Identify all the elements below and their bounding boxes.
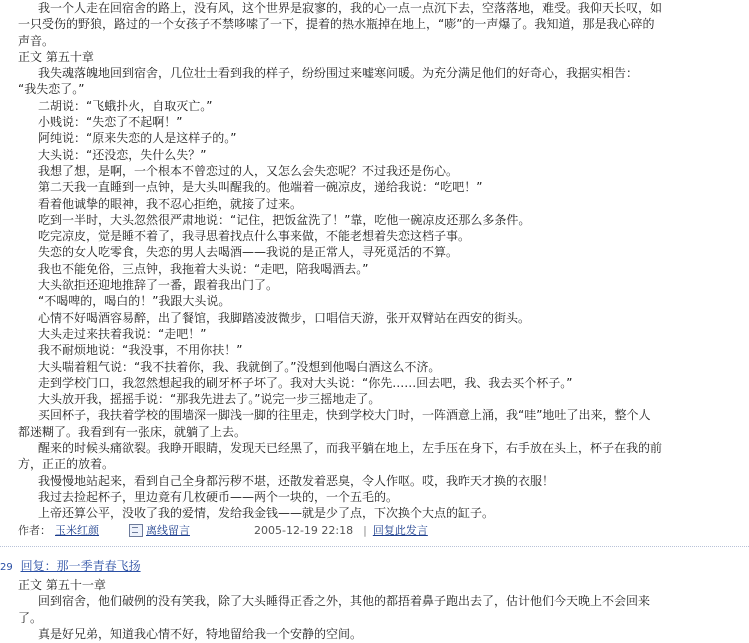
text-line: 第二天我一直睡到一点钟，是大头叫醒我的。他端着一碗凉皮，递给我说：“吃吧！” <box>38 180 483 195</box>
author-bar <box>18 520 738 540</box>
text-line: 了。 <box>18 610 43 625</box>
text-line: 看着他诚挚的眼神，我不忍心拒绝，就接了过来。 <box>38 196 303 211</box>
text-line: 二胡说：“飞蛾扑火，自取灭亡。” <box>38 98 213 113</box>
reply-header <box>0 557 141 574</box>
post-body <box>18 0 744 522</box>
text-line: 心情不好喝酒容易醉，出了餐馆，我脚踏凌波微步，口唱信天游，张开双臂站在西安的街头。 <box>38 310 531 325</box>
text-line: 我一个人走在回宿舍的路上，没有风，这个世界是寂寥的，我的心一点一点沉下去，空落落地，难受。我仰天长叹，如 <box>38 1 663 15</box>
text-line: 买回杯子，我扶着学校的围墙深一脚浅一脚的往里走，快到学校大门时，一阵酒意上涌，我“哇”地吐了出来，整个人 <box>38 408 651 423</box>
reply-body <box>18 577 744 642</box>
text-line: 小贱说：“失恋了不起啊！” <box>38 115 183 130</box>
text-line: 大头喘着粗气说：“我不扶着你，我、我就倒了。”没想到他喝白酒这么不济。 <box>38 359 441 374</box>
reply-number: 29 <box>0 562 13 573</box>
text-line: “不喝啤的，喝白的！”我跟大头说。 <box>38 294 231 309</box>
text-line: 大头欲拒还迎地推辞了一番，跟着我出门了。 <box>38 278 279 293</box>
text-line: 阿纯说：“原来失恋的人是这样子的。” <box>38 131 237 146</box>
text-line: 走到学校门口，我忽然想起我的刷牙杯子坏了。我对大头说：“你先……回去吧，我、我去买个杯子。” <box>38 375 573 390</box>
reply-title-link[interactable]: 回复：那一季青春飞扬 <box>20 559 141 573</box>
post-divider <box>0 546 749 547</box>
text-line: 都迷糊了。我看到有一张床，就躺了上去。 <box>18 424 247 439</box>
text-line: 吃到一半时，大头忽然很严肃地说：“记住，把饭盆洗了！”靠，吃他一碗凉皮还那么多条件。 <box>38 212 531 227</box>
text-line: 吃完凉皮，觉是睡不着了，我寻思着找点什么事来做，不能老想着失恋这档子事。 <box>38 229 471 244</box>
reply-link[interactable]: 回复此发言 <box>372 524 428 537</box>
text-line: 一只受伤的野狼，路过的一个女孩子不禁哆嗦了一下，提着的热水瓶掉在地上，“嘭”的一声爆了。我知道，那是我心碎的 <box>18 17 655 32</box>
text-line: 方，正正的放着。 <box>18 457 115 472</box>
text-line: 我不耐烦地说：“我没事，不用你扶！” <box>38 343 243 358</box>
offline-message-button[interactable] <box>129 522 190 538</box>
text-line: 我想了想，是啊，一个根本不曾恋过的人，又怎么会失恋呢？不过我还是伤心。 <box>38 163 459 178</box>
text-line: 上帝还算公平，没收了我的爱情，发给我金钱——就是少了点，下次换个大点的缸子。 <box>38 506 495 521</box>
text-line: 声音。 <box>18 33 55 48</box>
text-line: 正文 第五十一章 <box>18 578 106 592</box>
text-line: “我失恋了。” <box>18 82 85 97</box>
author-label: 作者： <box>18 524 51 537</box>
text-line: 大头走过来扶着我说：“走吧！” <box>38 326 207 341</box>
post-timestamp: 2005-12-19 22:18 <box>254 523 354 537</box>
text-line: 我失魂落魄地回到宿舍，几位壮士看到我的样子，纷纷围过来嘘寒问暖。为充分满足他们的好奇心，我据实相告： <box>38 66 639 81</box>
text-line: 失恋的女人吃零食，失恋的男人去喝酒——我说的是正常人，寻死觅活的不算。 <box>38 245 459 260</box>
text-line: 回到宿舍，他们破例的没有笑我，除了大头睡得正香之外，其他的都捂着鼻子跑出去了，估计他们今天晚上不会回来 <box>38 594 651 609</box>
text-line: 真是好兄弟，知道我心情不好，特地留给我一个安静的空间。 <box>38 626 363 641</box>
separator: | <box>363 523 367 537</box>
text-line: 我慢慢地站起来，看到自己全身都污秽不堪，还散发着恶臭，令人作呕。哎，我昨天才换的衣服！ <box>38 473 555 488</box>
text-line: 大头放开我，摇摇手说：“那我先进去了。”说完一步三摇地走了。 <box>38 392 381 407</box>
text-line: 我也不能免俗，三点钟，我拖着大头说：“走吧，陪我喝酒去。” <box>38 261 369 276</box>
text-line: 正文 第五十章 <box>18 49 94 64</box>
offline-message-label: 离线留言 <box>146 524 190 537</box>
message-icon <box>129 524 143 537</box>
author-name-link[interactable]: 玉米红颜 <box>55 524 99 537</box>
text-line: 我过去捡起杯子，里边竟有几枚硬币——两个一块的，一个五毛的。 <box>38 489 399 504</box>
text-line: 大头说：“还没恋，失什么失？” <box>38 147 207 162</box>
text-line: 醒来的时候头痛欲裂。我睁开眼睛，发现天已经黑了，而我平躺在地上，左手压在身下，右手放在头上，杯子在我的前 <box>38 441 663 456</box>
